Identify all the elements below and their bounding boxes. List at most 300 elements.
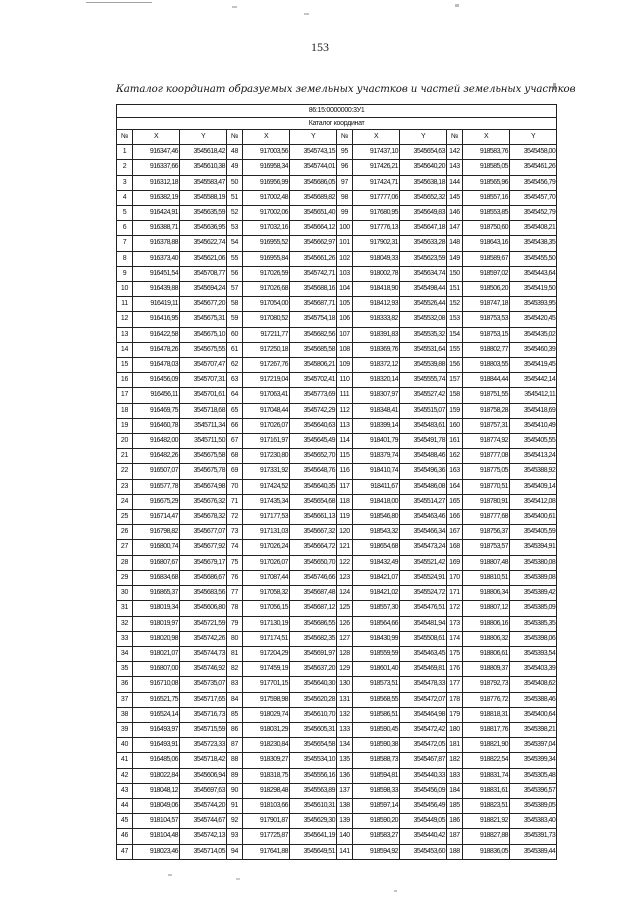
point-number-cell: 91 bbox=[227, 798, 243, 813]
y-coordinate-cell: 3545460,39 bbox=[510, 342, 557, 357]
point-number-cell: 144 bbox=[447, 175, 463, 190]
x-coordinate-cell: 917048,44 bbox=[243, 403, 290, 418]
point-number-cell: 11 bbox=[117, 297, 133, 312]
table-row bbox=[117, 722, 557, 737]
y-coordinate-cell: 3545531,64 bbox=[400, 342, 447, 357]
point-number-cell: 135 bbox=[337, 753, 353, 768]
point-number-cell: 145 bbox=[447, 190, 463, 205]
point-number-cell: 82 bbox=[227, 662, 243, 677]
point-number-cell: 102 bbox=[337, 251, 353, 266]
x-coordinate-cell: 918821,90 bbox=[463, 738, 510, 753]
point-number-cell: 186 bbox=[447, 814, 463, 829]
x-coordinate-cell: 918654,68 bbox=[353, 540, 400, 555]
x-coordinate-cell: 917219,04 bbox=[243, 373, 290, 388]
x-coordinate-cell: 918391,83 bbox=[353, 327, 400, 342]
y-coordinate-cell: 3545742,29 bbox=[290, 403, 337, 418]
x-coordinate-cell: 918585,05 bbox=[463, 160, 510, 175]
y-coordinate-cell: 3545677,07 bbox=[180, 525, 227, 540]
y-coordinate-cell: 3545405,59 bbox=[510, 525, 557, 540]
x-coordinate-cell: 917002,06 bbox=[243, 206, 290, 221]
y-coordinate-cell: 3545435,02 bbox=[510, 327, 557, 342]
y-coordinate-cell: 3545723,33 bbox=[180, 738, 227, 753]
point-number-cell: 107 bbox=[337, 327, 353, 342]
point-number-cell: 97 bbox=[337, 175, 353, 190]
x-coordinate-cell: 918020,98 bbox=[133, 631, 180, 646]
y-coordinate-cell: 3545391,73 bbox=[510, 829, 557, 844]
x-coordinate-cell: 918803,55 bbox=[463, 358, 510, 373]
y-coordinate-cell: 3545715,59 bbox=[180, 722, 227, 737]
point-number-cell: 45 bbox=[117, 814, 133, 829]
y-coordinate-cell: 3545469,81 bbox=[400, 662, 447, 677]
y-coordinate-cell: 3545717,65 bbox=[180, 692, 227, 707]
x-coordinate-cell: 918780,91 bbox=[463, 494, 510, 509]
y-coordinate-cell: 3545667,32 bbox=[290, 525, 337, 540]
point-number-cell: 152 bbox=[447, 297, 463, 312]
x-coordinate-cell: 918430,99 bbox=[353, 631, 400, 646]
y-coordinate-cell: 3545380,08 bbox=[510, 555, 557, 570]
point-number-cell: 79 bbox=[227, 616, 243, 631]
point-number-cell: 137 bbox=[337, 783, 353, 798]
point-number-cell: 9 bbox=[117, 266, 133, 281]
x-coordinate-cell: 917437,10 bbox=[353, 145, 400, 160]
point-number-cell: 176 bbox=[447, 662, 463, 677]
table-row bbox=[117, 798, 557, 813]
x-coordinate-cell: 916524,14 bbox=[133, 707, 180, 722]
y-coordinate-cell: 3545683,56 bbox=[180, 586, 227, 601]
y-coordinate-cell: 3545508,61 bbox=[400, 631, 447, 646]
x-coordinate-cell: 916710,08 bbox=[133, 677, 180, 692]
x-coordinate-cell: 917331,92 bbox=[243, 464, 290, 479]
y-coordinate-cell: 3545702,41 bbox=[290, 373, 337, 388]
x-coordinate-cell: 917435,34 bbox=[243, 494, 290, 509]
y-coordinate-cell: 3545647,18 bbox=[400, 221, 447, 236]
table-row bbox=[117, 449, 557, 464]
point-number-cell: 2 bbox=[117, 160, 133, 175]
x-coordinate-cell: 918822,54 bbox=[463, 753, 510, 768]
point-number-cell: 121 bbox=[337, 540, 353, 555]
point-number-cell: 39 bbox=[117, 722, 133, 737]
x-coordinate-cell: 918589,67 bbox=[463, 251, 510, 266]
y-coordinate-cell: 3545400,61 bbox=[510, 510, 557, 525]
y-coordinate-cell: 3545640,35 bbox=[290, 479, 337, 494]
table-row bbox=[117, 753, 557, 768]
y-coordinate-cell: 3545718,68 bbox=[180, 403, 227, 418]
x-coordinate-cell: 918559,59 bbox=[353, 646, 400, 661]
y-coordinate-cell: 3545744,20 bbox=[180, 798, 227, 813]
table-row bbox=[117, 616, 557, 631]
x-coordinate-cell: 918048,12 bbox=[133, 783, 180, 798]
x-coordinate-cell: 918307,97 bbox=[353, 388, 400, 403]
point-number-cell: 130 bbox=[337, 677, 353, 692]
point-number-cell: 100 bbox=[337, 221, 353, 236]
point-number-cell: 16 bbox=[117, 373, 133, 388]
y-coordinate-cell: 3545488,46 bbox=[400, 449, 447, 464]
y-coordinate-cell: 3545675,10 bbox=[180, 327, 227, 342]
x-coordinate-cell: 916958,34 bbox=[243, 160, 290, 175]
x-coordinate-cell: 918590,45 bbox=[353, 722, 400, 737]
point-number-cell: 188 bbox=[447, 844, 463, 859]
point-number-cell: 84 bbox=[227, 692, 243, 707]
x-coordinate-cell: 916485,06 bbox=[133, 753, 180, 768]
point-number-cell: 129 bbox=[337, 662, 353, 677]
point-number-cell: 179 bbox=[447, 707, 463, 722]
point-number-cell: 151 bbox=[447, 282, 463, 297]
y-coordinate-cell: 3545676,32 bbox=[180, 494, 227, 509]
y-coordinate-cell: 3545420,45 bbox=[510, 312, 557, 327]
column-header: X bbox=[133, 130, 180, 145]
y-coordinate-cell: 3545650,70 bbox=[290, 555, 337, 570]
x-coordinate-cell: 918401,79 bbox=[353, 434, 400, 449]
x-coordinate-cell: 916416,95 bbox=[133, 312, 180, 327]
point-number-cell: 165 bbox=[447, 494, 463, 509]
point-number-cell: 81 bbox=[227, 646, 243, 661]
y-coordinate-cell: 3545688,16 bbox=[290, 282, 337, 297]
x-coordinate-cell: 918103,66 bbox=[243, 798, 290, 813]
y-coordinate-cell: 3545675,55 bbox=[180, 342, 227, 357]
x-coordinate-cell: 918320,14 bbox=[353, 373, 400, 388]
x-coordinate-cell: 918753,15 bbox=[463, 327, 510, 342]
table-row bbox=[117, 190, 557, 205]
point-number-cell: 59 bbox=[227, 312, 243, 327]
catalog-caption: Каталог координат bbox=[117, 117, 557, 130]
y-coordinate-cell: 3545455,50 bbox=[510, 251, 557, 266]
x-coordinate-cell: 918230,84 bbox=[243, 738, 290, 753]
y-coordinate-cell: 3545476,51 bbox=[400, 601, 447, 616]
y-coordinate-cell: 3545744,67 bbox=[180, 814, 227, 829]
x-coordinate-cell: 918410,74 bbox=[353, 464, 400, 479]
x-coordinate-cell: 918776,72 bbox=[463, 692, 510, 707]
x-coordinate-cell: 917426,21 bbox=[353, 160, 400, 175]
x-coordinate-cell: 918104,57 bbox=[133, 814, 180, 829]
point-number-cell: 7 bbox=[117, 236, 133, 251]
point-number-cell: 30 bbox=[117, 586, 133, 601]
y-coordinate-cell: 3545649,83 bbox=[400, 206, 447, 221]
x-coordinate-cell: 918802,77 bbox=[463, 342, 510, 357]
y-coordinate-cell: 3545714,05 bbox=[180, 844, 227, 859]
y-coordinate-cell: 3545636,95 bbox=[180, 221, 227, 236]
column-header: Y bbox=[510, 130, 557, 145]
point-number-cell: 180 bbox=[447, 722, 463, 737]
x-coordinate-cell: 918546,80 bbox=[353, 510, 400, 525]
x-coordinate-cell: 918421,07 bbox=[353, 570, 400, 585]
y-coordinate-cell: 3545664,72 bbox=[290, 540, 337, 555]
column-header: Y bbox=[400, 130, 447, 145]
x-coordinate-cell: 918774,92 bbox=[463, 434, 510, 449]
y-coordinate-cell: 3545675,58 bbox=[180, 449, 227, 464]
scan-artifact bbox=[168, 874, 172, 876]
x-coordinate-cell: 918827,88 bbox=[463, 829, 510, 844]
x-coordinate-cell: 917131,03 bbox=[243, 525, 290, 540]
point-number-cell: 75 bbox=[227, 555, 243, 570]
x-coordinate-cell: 918643,16 bbox=[463, 236, 510, 251]
x-coordinate-cell: 918792,73 bbox=[463, 677, 510, 692]
point-number-cell: 177 bbox=[447, 677, 463, 692]
x-coordinate-cell: 917174,51 bbox=[243, 631, 290, 646]
y-coordinate-cell: 3545449,05 bbox=[400, 814, 447, 829]
y-coordinate-cell: 3545452,79 bbox=[510, 206, 557, 221]
x-coordinate-cell: 918809,37 bbox=[463, 662, 510, 677]
y-coordinate-cell: 3545461,26 bbox=[510, 160, 557, 175]
y-coordinate-cell: 3545687,71 bbox=[290, 297, 337, 312]
y-coordinate-cell: 3545521,42 bbox=[400, 555, 447, 570]
point-number-cell: 4 bbox=[117, 190, 133, 205]
point-number-cell: 18 bbox=[117, 403, 133, 418]
point-number-cell: 48 bbox=[227, 145, 243, 160]
point-number-cell: 101 bbox=[337, 236, 353, 251]
y-coordinate-cell: 3545746,66 bbox=[290, 570, 337, 585]
x-coordinate-cell: 916388,71 bbox=[133, 221, 180, 236]
y-coordinate-cell: 3545383,40 bbox=[510, 814, 557, 829]
y-coordinate-cell: 3545467,87 bbox=[400, 753, 447, 768]
table-row bbox=[117, 570, 557, 585]
table-row bbox=[117, 251, 557, 266]
x-coordinate-cell: 916507,07 bbox=[133, 464, 180, 479]
x-coordinate-cell: 916807,00 bbox=[133, 662, 180, 677]
point-number-cell: 67 bbox=[227, 434, 243, 449]
x-coordinate-cell: 918565,96 bbox=[463, 175, 510, 190]
y-coordinate-cell: 3545463,46 bbox=[400, 510, 447, 525]
y-coordinate-cell: 3545385,09 bbox=[510, 601, 557, 616]
scan-artifact bbox=[236, 878, 240, 880]
x-coordinate-cell: 918806,34 bbox=[463, 586, 510, 601]
y-coordinate-cell: 3545682,56 bbox=[290, 327, 337, 342]
x-coordinate-cell: 918557,30 bbox=[353, 601, 400, 616]
y-coordinate-cell: 3545605,31 bbox=[290, 722, 337, 737]
point-number-cell: 20 bbox=[117, 434, 133, 449]
point-number-cell: 87 bbox=[227, 738, 243, 753]
point-number-cell: 106 bbox=[337, 312, 353, 327]
y-coordinate-cell: 3545539,88 bbox=[400, 358, 447, 373]
y-coordinate-cell: 3545675,31 bbox=[180, 312, 227, 327]
point-number-cell: 184 bbox=[447, 783, 463, 798]
point-number-cell: 105 bbox=[337, 297, 353, 312]
y-coordinate-cell: 3545697,63 bbox=[180, 783, 227, 798]
x-coordinate-cell: 918810,51 bbox=[463, 570, 510, 585]
table-row bbox=[117, 692, 557, 707]
x-coordinate-cell: 917641,88 bbox=[243, 844, 290, 859]
x-coordinate-cell: 916798,82 bbox=[133, 525, 180, 540]
y-coordinate-cell: 3545535,32 bbox=[400, 327, 447, 342]
point-number-cell: 172 bbox=[447, 601, 463, 616]
point-number-cell: 43 bbox=[117, 783, 133, 798]
point-number-cell: 14 bbox=[117, 342, 133, 357]
table-row bbox=[117, 206, 557, 221]
x-coordinate-cell: 916521,75 bbox=[133, 692, 180, 707]
table-row bbox=[117, 814, 557, 829]
table-row bbox=[117, 236, 557, 251]
point-number-cell: 111 bbox=[337, 388, 353, 403]
point-number-cell: 173 bbox=[447, 616, 463, 631]
point-number-cell: 154 bbox=[447, 327, 463, 342]
x-coordinate-cell: 918823,51 bbox=[463, 798, 510, 813]
y-coordinate-cell: 3545691,97 bbox=[290, 646, 337, 661]
x-coordinate-cell: 918594,92 bbox=[353, 844, 400, 859]
y-coordinate-cell: 3545743,15 bbox=[290, 145, 337, 160]
x-coordinate-cell: 918586,51 bbox=[353, 707, 400, 722]
point-number-cell: 89 bbox=[227, 768, 243, 783]
table-row bbox=[117, 175, 557, 190]
x-coordinate-cell: 918369,76 bbox=[353, 342, 400, 357]
table-row bbox=[117, 510, 557, 525]
y-coordinate-cell: 3545389,08 bbox=[510, 570, 557, 585]
table-row bbox=[117, 677, 557, 692]
point-number-cell: 77 bbox=[227, 586, 243, 601]
point-number-cell: 162 bbox=[447, 449, 463, 464]
scan-artifact bbox=[86, 2, 152, 3]
y-coordinate-cell: 3545645,49 bbox=[290, 434, 337, 449]
table-row bbox=[117, 540, 557, 555]
point-number-cell: 118 bbox=[337, 494, 353, 509]
point-number-cell: 187 bbox=[447, 829, 463, 844]
x-coordinate-cell: 918049,33 bbox=[353, 251, 400, 266]
point-number-cell: 142 bbox=[447, 145, 463, 160]
table-row bbox=[117, 479, 557, 494]
point-number-cell: 70 bbox=[227, 479, 243, 494]
point-number-cell: 132 bbox=[337, 707, 353, 722]
page-number: 153 bbox=[311, 40, 329, 54]
x-coordinate-cell: 916478,03 bbox=[133, 358, 180, 373]
y-coordinate-cell: 3545694,24 bbox=[180, 282, 227, 297]
y-coordinate-cell: 3545388,46 bbox=[510, 692, 557, 707]
y-coordinate-cell: 3545652,32 bbox=[400, 190, 447, 205]
x-coordinate-cell: 916800,74 bbox=[133, 540, 180, 555]
y-coordinate-cell: 3545389,44 bbox=[510, 844, 557, 859]
x-coordinate-cell: 918597,14 bbox=[353, 798, 400, 813]
point-number-cell: 83 bbox=[227, 677, 243, 692]
point-number-cell: 160 bbox=[447, 418, 463, 433]
point-number-cell: 33 bbox=[117, 631, 133, 646]
x-coordinate-cell: 918821,92 bbox=[463, 814, 510, 829]
x-coordinate-cell: 918557,16 bbox=[463, 190, 510, 205]
x-coordinate-cell: 918411,67 bbox=[353, 479, 400, 494]
catalog-caption-row bbox=[117, 117, 557, 130]
x-coordinate-cell: 917026,68 bbox=[243, 282, 290, 297]
x-coordinate-cell: 918023,46 bbox=[133, 844, 180, 859]
y-coordinate-cell: 3545555,74 bbox=[400, 373, 447, 388]
x-coordinate-cell: 917230,80 bbox=[243, 449, 290, 464]
y-coordinate-cell: 3545588,19 bbox=[180, 190, 227, 205]
y-coordinate-cell: 3545456,09 bbox=[400, 783, 447, 798]
y-coordinate-cell: 3545664,12 bbox=[290, 221, 337, 236]
x-coordinate-cell: 918309,27 bbox=[243, 753, 290, 768]
point-number-cell: 23 bbox=[117, 479, 133, 494]
point-number-cell: 95 bbox=[337, 145, 353, 160]
x-coordinate-cell: 916347,46 bbox=[133, 145, 180, 160]
x-coordinate-cell: 917424,71 bbox=[353, 175, 400, 190]
x-coordinate-cell: 916577,78 bbox=[133, 479, 180, 494]
x-coordinate-cell: 918031,29 bbox=[243, 722, 290, 737]
point-number-cell: 108 bbox=[337, 342, 353, 357]
point-number-cell: 115 bbox=[337, 449, 353, 464]
table-row bbox=[117, 342, 557, 357]
y-coordinate-cell: 3545686,05 bbox=[290, 175, 337, 190]
x-coordinate-cell: 918583,76 bbox=[463, 145, 510, 160]
point-number-cell: 29 bbox=[117, 570, 133, 585]
table-row bbox=[117, 844, 557, 859]
x-coordinate-cell: 916478,26 bbox=[133, 342, 180, 357]
point-number-cell: 47 bbox=[117, 844, 133, 859]
x-coordinate-cell: 916482,00 bbox=[133, 434, 180, 449]
point-number-cell: 12 bbox=[117, 312, 133, 327]
point-number-cell: 139 bbox=[337, 814, 353, 829]
x-coordinate-cell: 916834,68 bbox=[133, 570, 180, 585]
x-coordinate-cell: 916378,88 bbox=[133, 236, 180, 251]
point-number-cell: 49 bbox=[227, 160, 243, 175]
x-coordinate-cell: 916337,66 bbox=[133, 160, 180, 175]
x-coordinate-cell: 916469,75 bbox=[133, 403, 180, 418]
point-number-cell: 178 bbox=[447, 692, 463, 707]
x-coordinate-cell: 917002,48 bbox=[243, 190, 290, 205]
y-coordinate-cell: 3545412,11 bbox=[510, 388, 557, 403]
y-coordinate-cell: 3545685,58 bbox=[290, 342, 337, 357]
point-number-cell: 54 bbox=[227, 236, 243, 251]
y-coordinate-cell: 3545408,62 bbox=[510, 677, 557, 692]
column-header: № bbox=[447, 130, 463, 145]
table-row bbox=[117, 418, 557, 433]
table-row bbox=[117, 631, 557, 646]
x-coordinate-cell: 918757,31 bbox=[463, 418, 510, 433]
x-coordinate-cell: 918601,40 bbox=[353, 662, 400, 677]
x-coordinate-cell: 916675,29 bbox=[133, 494, 180, 509]
scan-artifact bbox=[394, 890, 397, 892]
table-row bbox=[117, 646, 557, 661]
x-coordinate-cell: 916482,26 bbox=[133, 449, 180, 464]
x-coordinate-cell: 917725,87 bbox=[243, 829, 290, 844]
y-coordinate-cell: 3545456,79 bbox=[510, 175, 557, 190]
x-coordinate-cell: 917776,13 bbox=[353, 221, 400, 236]
point-number-cell: 19 bbox=[117, 418, 133, 433]
table-row bbox=[117, 434, 557, 449]
x-coordinate-cell: 917598,98 bbox=[243, 692, 290, 707]
x-coordinate-cell: 918298,48 bbox=[243, 783, 290, 798]
y-coordinate-cell: 3545413,24 bbox=[510, 449, 557, 464]
y-coordinate-cell: 3545654,63 bbox=[400, 145, 447, 160]
point-number-cell: 52 bbox=[227, 206, 243, 221]
x-coordinate-cell: 916956,99 bbox=[243, 175, 290, 190]
table-row bbox=[117, 297, 557, 312]
y-coordinate-cell: 3545718,42 bbox=[180, 753, 227, 768]
point-number-cell: 159 bbox=[447, 403, 463, 418]
x-coordinate-cell: 916456,11 bbox=[133, 388, 180, 403]
column-header: № bbox=[227, 130, 243, 145]
x-coordinate-cell: 918590,38 bbox=[353, 738, 400, 753]
y-coordinate-cell: 3545418,69 bbox=[510, 403, 557, 418]
y-coordinate-cell: 3545654,58 bbox=[290, 738, 337, 753]
table-row bbox=[117, 586, 557, 601]
point-number-cell: 62 bbox=[227, 358, 243, 373]
table-row bbox=[117, 829, 557, 844]
y-coordinate-cell: 3545648,76 bbox=[290, 464, 337, 479]
point-number-cell: 156 bbox=[447, 358, 463, 373]
y-coordinate-cell: 3545674,98 bbox=[180, 479, 227, 494]
y-coordinate-cell: 3545629,30 bbox=[290, 814, 337, 829]
x-coordinate-cell: 918836,05 bbox=[463, 844, 510, 859]
table-row bbox=[117, 464, 557, 479]
column-header: № bbox=[337, 130, 353, 145]
point-number-cell: 90 bbox=[227, 783, 243, 798]
x-coordinate-cell: 918777,68 bbox=[463, 510, 510, 525]
y-coordinate-cell: 3545305,48 bbox=[510, 768, 557, 783]
x-coordinate-cell: 917130,19 bbox=[243, 616, 290, 631]
x-coordinate-cell: 917204,29 bbox=[243, 646, 290, 661]
y-coordinate-cell: 3545398,21 bbox=[510, 722, 557, 737]
y-coordinate-cell: 3545679,17 bbox=[180, 555, 227, 570]
y-coordinate-cell: 3545481,94 bbox=[400, 616, 447, 631]
x-coordinate-cell: 918750,60 bbox=[463, 221, 510, 236]
x-coordinate-cell: 918844,44 bbox=[463, 373, 510, 388]
point-number-cell: 51 bbox=[227, 190, 243, 205]
y-coordinate-cell: 3545466,34 bbox=[400, 525, 447, 540]
